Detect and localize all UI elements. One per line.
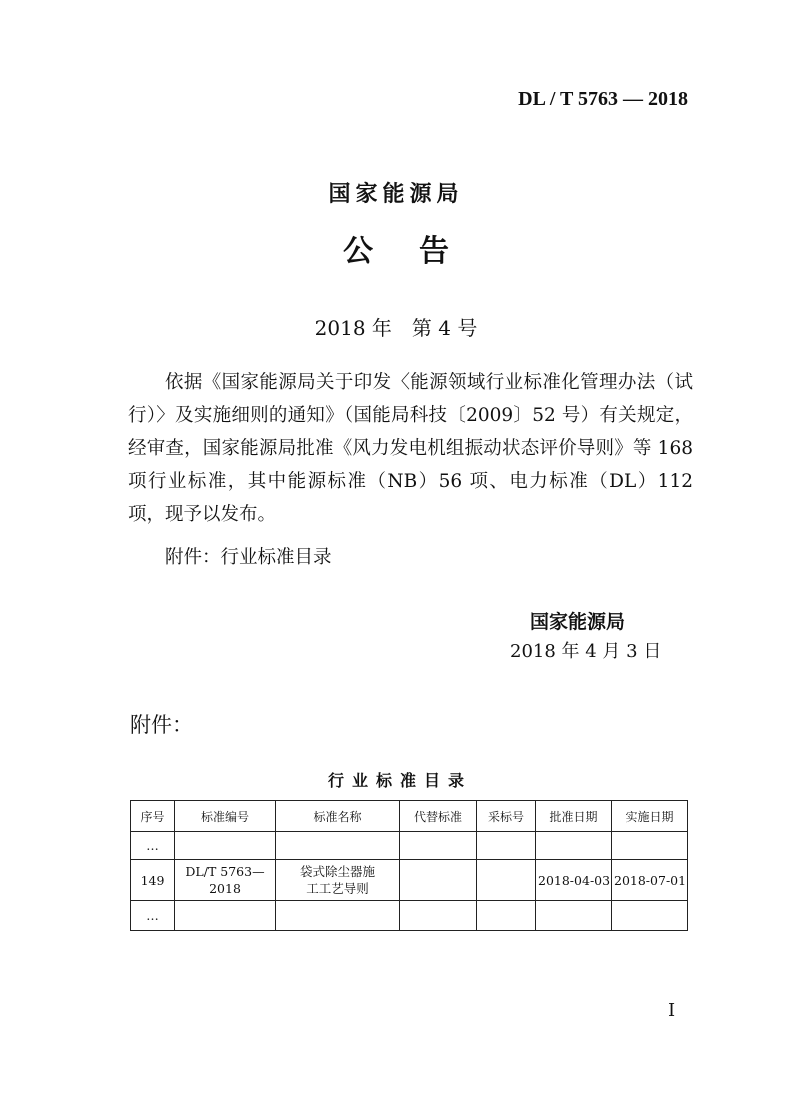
table-cell: DL/T 5763—2018 xyxy=(175,860,276,901)
signature-organization: 国家能源局 xyxy=(530,611,626,633)
column-header: 序号 xyxy=(131,801,175,832)
notice-issuer: 国家能源局 xyxy=(328,182,464,207)
table-row xyxy=(131,901,688,931)
table-cell: … xyxy=(131,901,175,931)
column-header: 标准名称 xyxy=(276,801,400,832)
table-cell xyxy=(400,860,477,901)
column-header: 标准编号 xyxy=(175,801,276,832)
table-cell xyxy=(536,901,612,931)
column-header: 采标号 xyxy=(477,801,536,832)
notice-title: 公告 xyxy=(343,234,495,269)
signature-date: 2018 年 4 月 3 日 xyxy=(510,641,662,662)
table-cell xyxy=(477,860,536,901)
column-header: 批准日期 xyxy=(536,801,612,832)
standards-table xyxy=(130,800,688,931)
table-cell: 2018-04-03 xyxy=(536,860,612,901)
table-title: 行业标准目录 xyxy=(327,771,472,790)
table-cell xyxy=(612,901,688,931)
table-row xyxy=(131,860,688,901)
table-cell xyxy=(276,832,400,860)
table-row xyxy=(131,832,688,860)
notice-body: 依据《国家能源局关于印发〈能源领域行业标准化管理办法（试行）〉及实施细则的通知》（国能局科技〔2009〕52 号）有关规定，经审查，国家能源局批准《风力发电机组振动状态评价导则》等 168 项行业标准，其中能源标准（NB）56 项、电力标准（DL）112 项，现予以发布。 xyxy=(128,372,693,525)
page-number: I xyxy=(668,1000,676,1021)
attachment-reference: 附件：行业标准目录 xyxy=(165,547,332,568)
table-cell xyxy=(276,901,400,931)
table-cell xyxy=(477,832,536,860)
notice-issue-number: 2018 年 第 4 号 xyxy=(314,316,478,340)
column-header: 实施日期 xyxy=(612,801,688,832)
column-header: 代替标准 xyxy=(400,801,477,832)
table-cell xyxy=(477,901,536,931)
table-cell: 2018-07-01 xyxy=(612,860,688,901)
table-cell xyxy=(612,832,688,860)
table-cell: 袋式除尘器施工工艺导则 xyxy=(276,860,400,901)
table-cell xyxy=(175,901,276,931)
table-cell: … xyxy=(131,832,175,860)
document-number: DL / T 5763 — 2018 xyxy=(518,88,688,110)
table-header-row xyxy=(131,801,688,832)
table-cell xyxy=(175,832,276,860)
attachment-heading: 附件： xyxy=(130,713,193,737)
table-cell xyxy=(536,832,612,860)
table-cell xyxy=(400,901,477,931)
table-cell xyxy=(400,832,477,860)
table-cell: 149 xyxy=(131,860,175,901)
